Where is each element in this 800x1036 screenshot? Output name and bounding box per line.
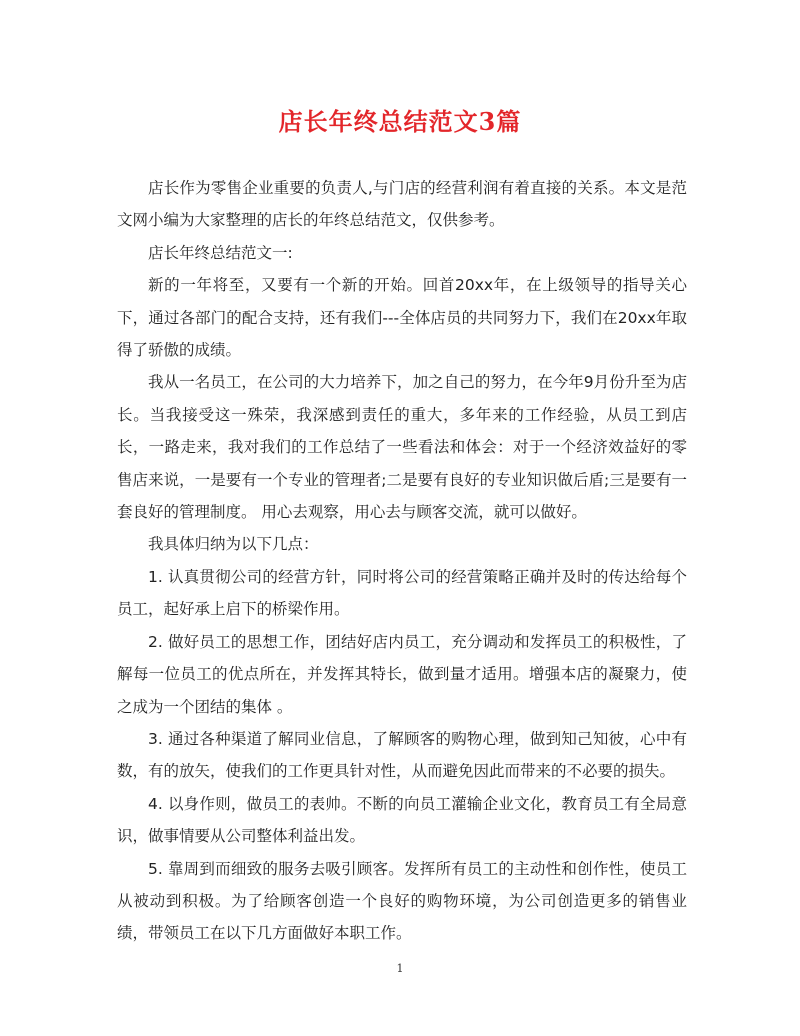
list-item-4: 4. 以身作则，做员工的表帅。不断的向员工灌输企业文化，教育员工有全局意识，做事情要从公司整体利益出发。	[117, 794, 687, 846]
paragraph-summary-lead: 我具体归纳为以下几点：	[148, 535, 319, 554]
document-title: 店长年终总结范文3篇	[278, 107, 522, 136]
list-item-2: 2. 做好员工的思想工作，团结好店内员工，充分调动和发挥员工的积极性，了解每一位员工的优点所在，并发挥其特长，做到量才适用。增强本店的凝聚力，使之成为一个团结的集体 。	[117, 632, 687, 716]
document-body	[117, 172, 687, 950]
list-item-5: 5. 靠周到而细致的服务去吸引顾客。发挥所有员工的主动性和创作性，使员工从被动到积极。为了给顾客创造一个良好的购物环境，为公司创造更多的销售业绩，带领员工在以下几方面做好本职工作。	[117, 859, 687, 943]
list-item-1: 1. 认真贯彻公司的经营方针，同时将公司的经营策略正确并及时的传达给每个员工，起好承上启下的桥梁作用。	[117, 567, 687, 619]
paragraph-section-heading: 店长年终总结范文一:	[148, 243, 293, 262]
page-number: 1	[396, 962, 404, 975]
paragraph-intro: 店长作为零售企业重要的负责人,与门店的经营利润有着直接的关系。本文是范文网小编为大家整理的店长的年终总结范文，仅供参考。	[117, 179, 687, 230]
paragraph-opening: 新的一年将至，又要有一个新的开始。回首20xx年，在上级领导的指导关心下，通过各部门的配合支持，还有我们---全体店员的共同努力下，我们在20xx年取得了骄傲的成绩。	[117, 276, 687, 360]
list-item-3: 3. 通过各种渠道了解同业信息，了解顾客的购物心理，做到知己知彼，心中有数，有的放矢，使我们的工作更具针对性，从而避免因此而带来的不必要的损失。	[117, 729, 687, 781]
paragraph-experience: 我从一名员工，在公司的大力培养下，加之自己的努力，在今年9月份升至为店长。当我接受这一殊荣，我深感到责任的重大，多年来的工作经验，从员工到店长，一路走来，我对我们的工作总结了一些看法和体会：对于一个经济效益好的零售店来说，一是要有一个专业的管理者;二是要有良好的专业知识做后盾;三是要有一套良好的管理制度。 用心去观察，用心去与顾客交流，就可以做好。	[117, 373, 687, 522]
